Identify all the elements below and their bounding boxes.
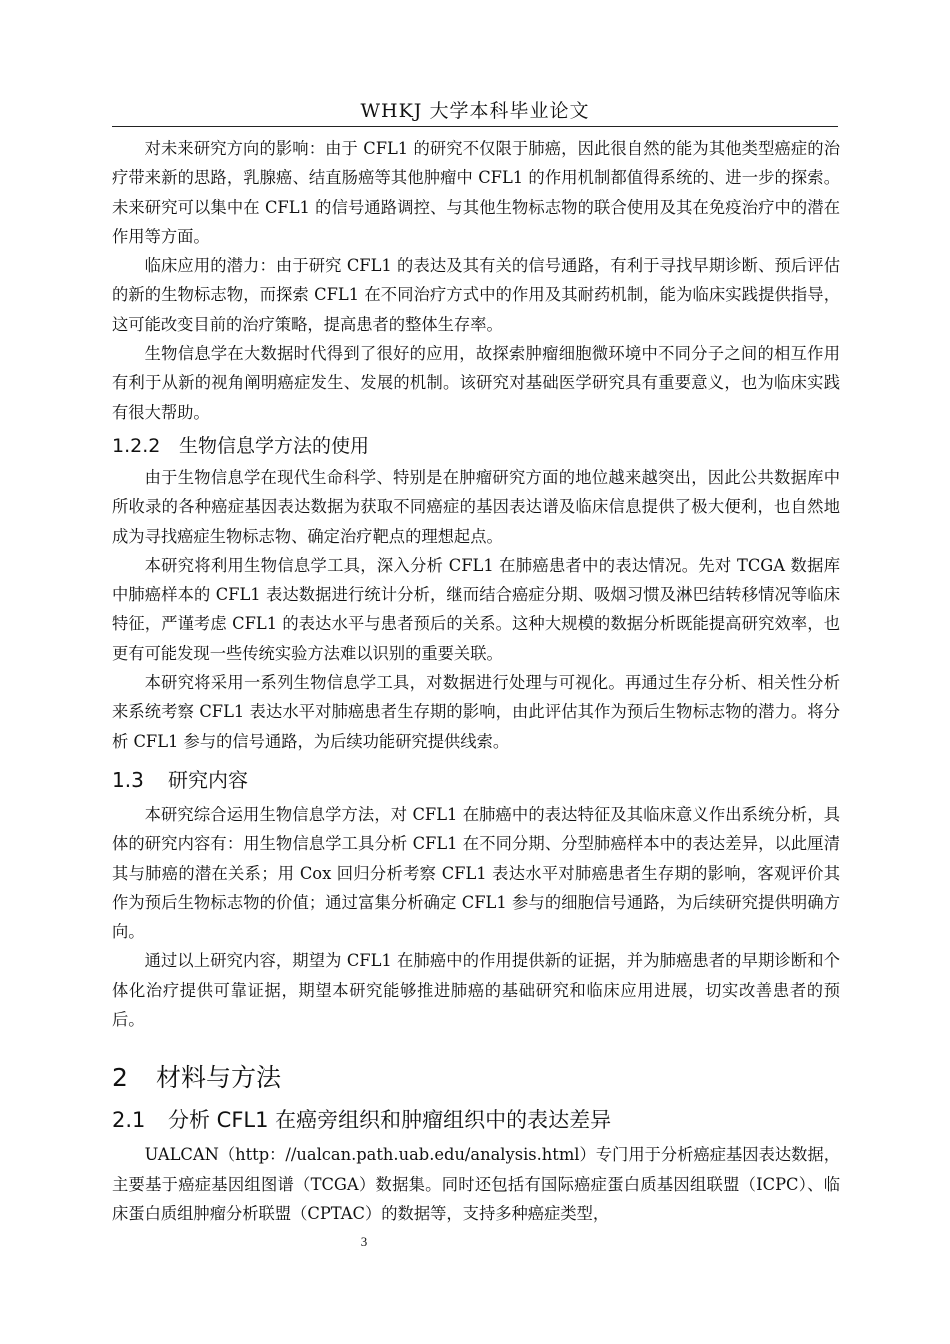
paragraph: 本研究综合运用生物信息学方法，对 CFL1 在肺癌中的表达特征及其临床意义作出系统分析，具体的研究内容有：用生物信息学工具分析 CFL1 在不同分期、分型肺癌样本中的表达差异，以此厘清其与肺癌的潜在关系；用 Cox 回归分析考察 CFL1 表达水平对肺癌患者生存期的影响，客观评价其作为预后生物标志物的价值；通过富集分析确定 CFL1 参与的细胞信号通路，为后续研究提供明确方向。: [112, 804, 840, 942]
section-heading-2-1: [112, 1104, 840, 1136]
paragraph: 生物信息学在大数据时代得到了很好的应用，故探索肿瘤细胞微环境中不同分子之间的相互作用有利于从新的视角阐明癌症发生、发展的机制。该研究对基础医学研究具有重要意义，也为临床实践有很大帮助。: [112, 344, 840, 422]
chapter-number: 2: [112, 1063, 128, 1093]
paragraph: UALCAN（http：//ualcan.path.uab.edu/analysis.html）专门用于分析癌症基因表达数据，主要基于癌症基因组图谱（TCGA）数据集。同时还包括有国际癌症蛋白质基因组联盟（ICPC）、临床蛋白质组肿瘤分析联盟（CPTAC）的数据等，支持多种癌症类型，: [112, 1145, 840, 1223]
section-number: 1.2.2: [112, 434, 161, 457]
paragraph: 由于生物信息学在现代生命科学、特别是在肿瘤研究方面的地位越来越突出，因此公共数据库中所收录的各种癌症基因表达数据为获取不同癌症的基因表达谱及临床信息提供了极大便利，也自然地成为寻找癌症生物标志物、确定治疗靶点的理想起点。: [112, 467, 840, 546]
paragraph: 本研究将利用生物信息学工具，深入分析 CFL1 在肺癌患者中的表达情况。先对 TCGA 数据库中肺癌样本的 CFL1 表达数据进行统计分析，继而结合癌症分期、吸烟习惯及淋巴结转移情况等临床特征，严谨考虑 CFL1 的表达水平与患者预后的关系。这种大规模的数据分析既能提高研究效率，也更有可能发现一些传统实验方法难以识别的重要关联。: [112, 555, 840, 663]
section-title: 生物信息学方法的使用: [179, 434, 370, 457]
paragraph: 对未来研究方向的影响：由于 CFL1 的研究不仅限于肺癌，因此很自然的能为其他类型癌症的治疗带来新的思路，乳腺癌、结直肠癌等其他肿瘤中 CFL1 的作用机制都值得系统的、进一步的探索。未来研究可以集中在 CFL1 的信号通路调控、与其他生物标志物的联合使用及其在免疫治疗中的潜在作用等方面。: [112, 139, 840, 246]
paragraph: 临床应用的潜力：由于研究 CFL1 的表达及其有关的信号通路，有利于寻找早期诊断、预后评估的新的生物标志物，而探索 CFL1 在不同治疗方式中的作用及其耐药机制，能为临床实践提供指导，这可能改变目前的治疗策略，提高患者的整体生存率。: [112, 256, 840, 334]
section-title: 分析 CFL1 在癌旁组织和肿瘤组织中的表达差异: [168, 1108, 612, 1133]
page-number: 3: [360, 1234, 368, 1249]
body-content: [112, 134, 840, 1228]
section-heading-1-2-2: [112, 431, 840, 461]
section-title: 研究内容: [168, 767, 248, 792]
running-header: WHKJ 大学本科毕业论文: [360, 100, 590, 122]
paragraph: 本研究将采用一系列生物信息学工具，对数据进行处理与可视化。再通过生存分析、相关性分析来系统考察 CFL1 表达水平对肺癌患者生存期的影响，由此评估其作为预后生物标志物的潜力。将分析 CFL1 参与的信号通路，为后续功能研究提供线索。: [112, 673, 840, 751]
chapter-heading-2: [112, 1060, 840, 1096]
section-number: 2.1: [112, 1108, 146, 1133]
chapter-title: 材料与方法: [156, 1063, 282, 1093]
header-rule: [112, 126, 838, 127]
section-number: 1.3: [112, 767, 144, 792]
section-heading-1-3: [112, 764, 840, 796]
paragraph: 通过以上研究内容，期望为 CFL1 在肺癌中的作用提供新的证据，并为肺癌患者的早期诊断和个体化治疗提供可靠证据，期望本研究能够推进肺癌的基础研究和临床应用进展，切实改善患者的预后。: [112, 951, 840, 1030]
